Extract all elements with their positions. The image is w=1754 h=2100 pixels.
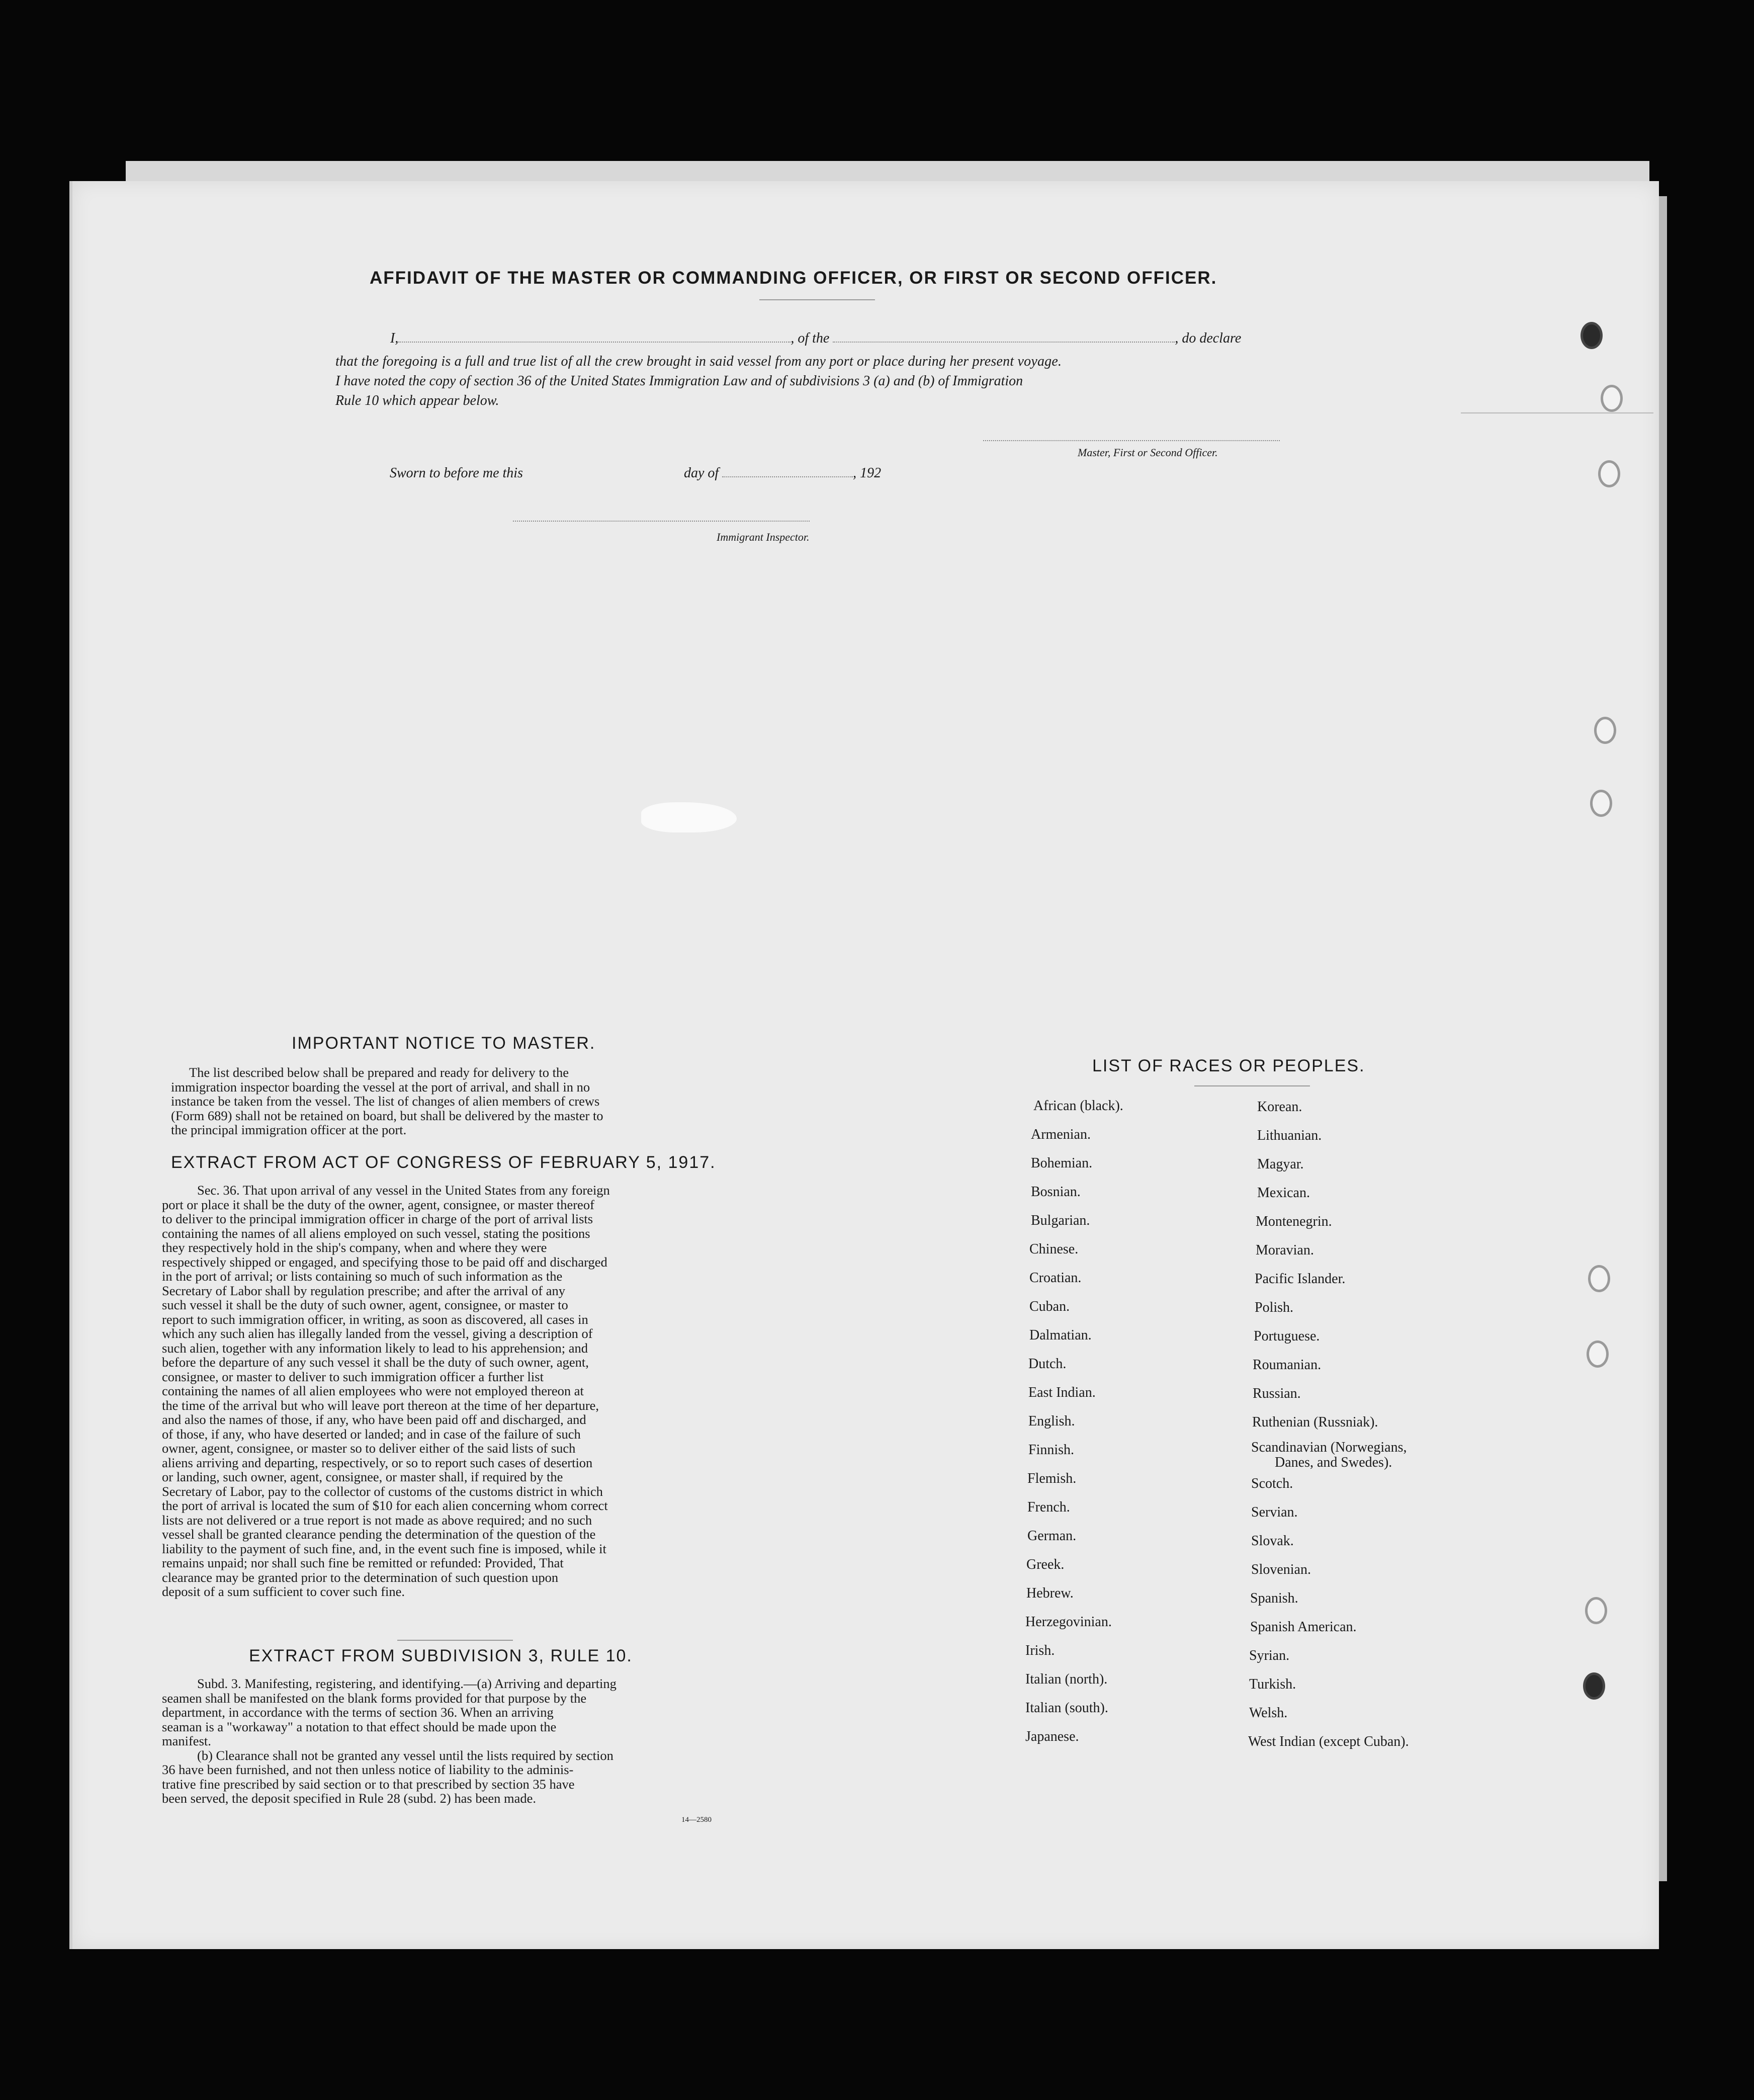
inspector-signature-line[interactable] — [513, 521, 810, 522]
race-right: Portuguese. — [1254, 1328, 1320, 1344]
under-sheet-back — [126, 161, 1649, 181]
race-left: English. — [1028, 1413, 1075, 1429]
act-line: report to such immigration officer, in writing, as soon as discovered, all cases in — [162, 1311, 588, 1327]
affidavit-title: AFFIDAVIT OF THE MASTER OR COMMANDING OFFICER, OR FIRST OR SECOND OFFICER. — [370, 268, 1217, 288]
binder-hole — [1588, 1265, 1610, 1292]
act-line: deposit of a sum sufficient to cover such fine. — [162, 1584, 405, 1599]
act-body — [162, 1183, 753, 1599]
race-right: Syrian. — [1249, 1648, 1290, 1663]
affidavit-line-2: that the foregoing is a full and true list of all the crew brought in said vessel from any port or place during her present voyage. — [335, 354, 1062, 369]
act-line: Secretary of Labor shall by regulation prescribe; and after the arrival of any — [162, 1283, 566, 1298]
notice-body — [171, 1065, 753, 1137]
races-rule — [1194, 1085, 1310, 1086]
act-line: liability to the payment of such fine, and, in the event such fine is imposed, while it — [162, 1541, 606, 1556]
rule-line: trative fine prescribed by said section or to that prescribed by section 35 have — [162, 1776, 575, 1792]
rule-line: manifest. — [162, 1733, 211, 1748]
act-line: or landing, such owner, agent, consignee, or master shall, if required by the — [162, 1469, 563, 1484]
act-line: in the port of arrival; or lists containing so much of such information as the — [162, 1269, 563, 1284]
rule-line: been served, the deposit specified in Rule 28 (subd. 2) has been made. — [162, 1791, 536, 1806]
race-right: Moravian. — [1256, 1242, 1314, 1258]
race-right: Spanish. — [1250, 1590, 1298, 1606]
binder-hole — [1587, 1340, 1609, 1368]
race-left: Japanese. — [1025, 1729, 1079, 1744]
affidavit-of-the: , of the — [791, 330, 830, 346]
inspector-caption: Immigrant Inspector. — [717, 531, 810, 543]
race-right: Magyar. — [1257, 1156, 1304, 1172]
race-left: Italian (north). — [1025, 1671, 1108, 1687]
race-right: Korean. — [1257, 1099, 1302, 1115]
binder-hole — [1594, 717, 1616, 744]
ruled-line — [1461, 412, 1653, 413]
act-line: Secretary of Labor, pay to the collector of customs of the customs district in which — [162, 1483, 603, 1499]
act-line: before the departure of any such vessel it shall be the duty of such owner, agent, — [162, 1355, 589, 1370]
act-line: owner, agent, consignee, or master so to deliver either of the said lists of such — [162, 1441, 576, 1456]
notice-line: The list described below shall be prepared and ready for delivery to the — [189, 1065, 569, 1080]
race-right: Russian. — [1253, 1386, 1301, 1401]
race-left: Dalmatian. — [1029, 1327, 1092, 1343]
year-text: , 192 — [853, 465, 882, 481]
race-left: Italian (south). — [1025, 1700, 1108, 1716]
affidavit-line-1 — [390, 330, 1241, 347]
race-left: Bohemian. — [1031, 1155, 1093, 1171]
act-line: respectively shipped or engaged, and specifying those to be paid off and discharged — [162, 1254, 607, 1270]
rule-line: seamen shall be manifested on the blank forms provided for that purpose by the — [162, 1690, 587, 1706]
act-line: and also the names of those, if any, who have been paid off and discharged, and — [162, 1412, 586, 1427]
race-right: Scotch. — [1251, 1476, 1293, 1491]
race-right: Roumanian. — [1253, 1357, 1322, 1373]
race-left: Flemish. — [1027, 1471, 1077, 1486]
races-title: LIST OF RACES OR PEOPLES. — [1092, 1056, 1365, 1075]
rule-line: 36 have been furnished, and not then unless notice of liability to the adminis- — [162, 1762, 574, 1777]
race-left: Irish. — [1025, 1643, 1055, 1658]
notice-line: instance be taken from the vessel. The list of changes of alien members of crews — [171, 1094, 600, 1109]
form-number: 14—2580 — [681, 1816, 712, 1824]
act-line: vessel shall be granted clearance pending the determination of the question of the — [162, 1527, 596, 1542]
race-right: Pacific Islander. — [1255, 1271, 1346, 1287]
act-title: EXTRACT FROM ACT OF CONGRESS OF FEBRUARY 5, 1917. — [171, 1153, 716, 1172]
race-right: Servian. — [1251, 1504, 1298, 1520]
binder-hole — [1581, 322, 1603, 349]
race-left: German. — [1027, 1528, 1077, 1544]
race-right: Slovenian. — [1251, 1562, 1311, 1577]
section-rule — [397, 1640, 513, 1641]
binder-hole — [1601, 385, 1623, 412]
race-left: Cuban. — [1029, 1299, 1070, 1314]
race-right: Turkish. — [1249, 1676, 1296, 1692]
race-right: Scandinavian (Norwegians, — [1251, 1440, 1407, 1455]
rule-line: department, in accordance with the terms of section 36. When an arriving — [162, 1705, 554, 1720]
act-line: containing the names of all aliens employed on such vessel, stating the positions — [162, 1225, 590, 1241]
race-right: Welsh. — [1249, 1705, 1288, 1721]
rule-title: EXTRACT FROM SUBDIVISION 3, RULE 10. — [249, 1646, 633, 1665]
race-left: Bosnian. — [1031, 1184, 1081, 1200]
race-right: Lithuanian. — [1257, 1128, 1322, 1143]
act-line: port or place it shall be the duty of the owner, agent, consignee, or master thereof — [162, 1197, 594, 1212]
act-line: clearance may be granted prior to the determination of such question upon — [162, 1569, 559, 1585]
rule-line: (b) Clearance shall not be granted any vessel until the lists required by section — [197, 1747, 613, 1763]
race-right: West Indian (except Cuban). — [1248, 1734, 1409, 1749]
race-right: Spanish American. — [1250, 1619, 1357, 1635]
act-line: to deliver to the principal immigration officer in charge of the port of arrival lists — [162, 1211, 593, 1226]
notice-title: IMPORTANT NOTICE TO MASTER. — [292, 1034, 596, 1053]
sworn-line — [390, 465, 881, 481]
race-right: Slovak. — [1251, 1533, 1294, 1549]
act-line: consignee, or master to deliver to such immigration officer a further list — [162, 1369, 544, 1384]
rule-body — [162, 1676, 753, 1806]
title-rule — [759, 299, 875, 300]
act-line: the port of arrival is located the sum of $10 for each alien concerning whom correct — [162, 1498, 608, 1513]
binder-hole — [1598, 460, 1620, 487]
sworn-text: Sworn to before me this — [390, 465, 523, 481]
act-line: Sec. 36. That upon arrival of any vessel in the United States from any foreign — [197, 1183, 610, 1198]
race-left: French. — [1027, 1499, 1070, 1515]
name-blank[interactable] — [398, 342, 791, 343]
binder-hole — [1583, 1672, 1605, 1700]
rule-line: seaman is a "workaway" a notation to that effect should be made upon the — [162, 1719, 557, 1734]
race-left: Croatian. — [1029, 1270, 1082, 1286]
act-line: which any such alien has illegally landed from the vessel, giving a description of — [162, 1326, 593, 1341]
race-left: Dutch. — [1028, 1356, 1067, 1372]
race-right: Montenegrin. — [1256, 1214, 1332, 1229]
binder-hole — [1590, 790, 1612, 817]
act-line: containing the names of all alien employees who were not employed thereon at — [162, 1383, 584, 1398]
notice-line: immigration inspector boarding the vessel at the port of arrival, and shall in no — [171, 1079, 590, 1095]
race-left: Hebrew. — [1026, 1585, 1074, 1601]
race-left: Greek. — [1026, 1557, 1065, 1572]
vessel-blank[interactable] — [833, 342, 1175, 343]
affidavit-line-4: Rule 10 which appear below. — [335, 393, 499, 408]
master-caption: Master, First or Second Officer. — [1078, 446, 1218, 459]
race-right: Polish. — [1255, 1300, 1294, 1315]
race-left: Herzegovinian. — [1025, 1614, 1112, 1630]
act-line: such alien, together with any information likely to lead to his apprehension; and — [162, 1340, 588, 1356]
race-right: Ruthenian (Russniak). — [1252, 1414, 1378, 1430]
race-left: East Indian. — [1028, 1385, 1096, 1400]
act-line: the time of the arrival but who will leave port thereon at the time of her departure, — [162, 1397, 599, 1413]
affidavit-line-3: I have noted the copy of section 36 of the United States Immigration Law and of subdivisions 3 (a) and (b) of Immigration — [335, 373, 1023, 389]
affidavit-declare: , do declare — [1175, 330, 1242, 346]
act-line: remains unpaid; nor shall such fine be remitted or refunded: Provided, That — [162, 1555, 564, 1570]
race-left: Chinese. — [1029, 1241, 1079, 1257]
race-right-continued: Danes, and Swedes). — [1275, 1455, 1392, 1470]
day-of-text: day of — [683, 465, 719, 481]
race-left: Armenian. — [1031, 1127, 1091, 1142]
race-right: Mexican. — [1257, 1185, 1310, 1201]
act-line: of those, if any, who have deserted or landed; and in case of the failure of such — [162, 1426, 581, 1442]
binder-hole — [1585, 1597, 1607, 1624]
act-line: they respectively hold in the ship's company, when and where they were — [162, 1240, 547, 1255]
act-line: such vessel it shall be the duty of such owner, agent, consignee, or master to — [162, 1297, 568, 1312]
master-signature-line[interactable] — [983, 440, 1280, 441]
act-line: aliens arriving and departing, respectively, or so to report such cases of desertion — [162, 1455, 593, 1470]
race-left: African (black). — [1033, 1098, 1123, 1114]
rule-line: Subd. 3. Manifesting, registering, and identifying.—(a) Arriving and departing — [197, 1676, 617, 1691]
month-blank[interactable] — [722, 476, 853, 477]
notice-line: (Form 689) shall not be retained on board, but shall be delivered by the master to — [171, 1108, 603, 1123]
affidavit-i: I, — [390, 330, 399, 346]
race-left: Bulgarian. — [1031, 1213, 1090, 1228]
notice-line: the principal immigration officer at the port. — [171, 1122, 407, 1137]
act-line: lists are not delivered or a true report is not made as above required; and no such — [162, 1512, 592, 1528]
race-left: Finnish. — [1028, 1442, 1075, 1458]
